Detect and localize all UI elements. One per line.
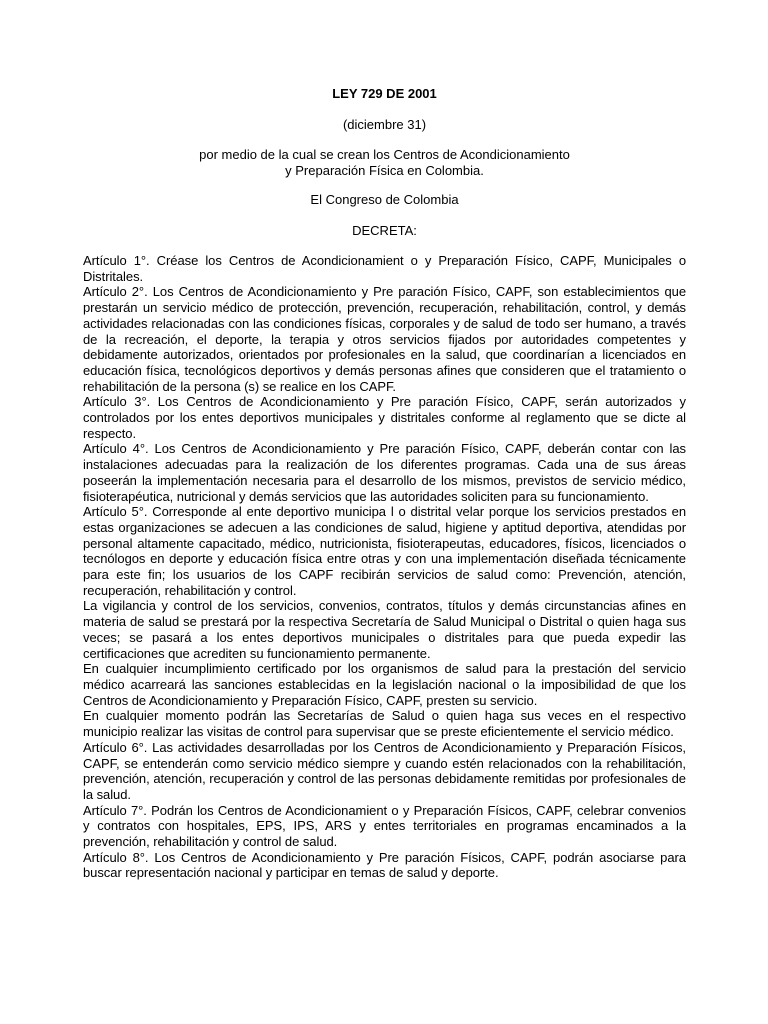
article-1: Artículo 1°. Créase los Centros de Acondicionamient o y Preparación Físico, CAPF, Municipales o Distritales. [83, 253, 686, 284]
article-5: Artículo 5°. Corresponde al ente deportivo municipa l o distrital velar porque los servicios prestados en estas organizaciones se adecuen a las condiciones de salud, higiene y aptitud deportiva, atendidas por personal altamente capacitado, médico, nutricionista, fisioterapeutas, educadores, físicos, licenciados o tecnólogos en deporte y educación física entre otras y con una implementación diseñada técnicamente para este fin; los usuarios de los CAPF recibirán servicios de salud como: Prevención, atención, recuperación, rehabilitación y control. [83, 504, 686, 598]
law-date: (diciembre 31) [342, 117, 427, 132]
article-5-vigilance-paragraph: La vigilancia y control de los servicios, convenios, contratos, títulos y demás circunstancias afines en materia de salud se prestará por la respectiva Secretaría de Salud Municipal o Distrital o quien haga sus veces; se pasará a los entes deportivos municipales o distritales para que pueda expedir las certificaciones que acrediten su funcionamiento permanente. [83, 598, 686, 661]
article-4: Artículo 4°. Los Centros de Acondicionamiento y Pre paración Físico, CAPF, deberán contar con las instalaciones adecuadas para la realización de los diferentes programas. Cada una de sus áreas poseerán la implementación necesaria para el desarrollo de los mismos, previstos de servicio médico, fisioterapéutica, nutricional y demás servicios que las autoridades soliciten para su funcionamiento. [83, 441, 686, 504]
decree-heading: DECRETA: [352, 223, 417, 238]
law-subtitle-line-1: por medio de la cual se crean los Centros de Acondicionamiento [199, 147, 570, 162]
article-8: Artículo 8°. Los Centros de Acondicionamiento y Pre paración Físicos, CAPF, podrán asociarse para buscar representación nacional y participar en temas de salud y deporte. [83, 849, 686, 881]
article-2: Artículo 2°. Los Centros de Acondicionamiento y Pre paración Físico, CAPF, son establecimientos que prestarán un servicio médico de protección, prevención, recuperación, rehabilitación, control, y demás actividades relacionadas con las condiciones físicas, corporales y de salud de todo ser humano, a través de la recreación, el deporte, la terapia y otros servicios fijados por autoridades competentes y debidamente autorizados, orientados por profesionales en la salud, que coordinarían a licenciados en educación física, tecnológicos deportivos y demás personas afines que consideren que el tratamiento o rehabilitación de la persona (s) se realice en los CAPF. [83, 284, 686, 394]
article-5-inspections-paragraph: En cualquier momento podrán las Secretarías de Salud o quien haga sus veces en el respectivo municipio realizar las visitas de control para supervisar que se preste eficientemente el servicio médico. [83, 708, 686, 740]
article-3: Artículo 3°. Los Centros de Acondicionamiento y Pre paración Físico, CAPF, serán autorizados y controlados por los entes deportivos municipales y distritales conforme al reglamento que se dicte al respecto. [83, 394, 686, 441]
law-body [83, 253, 686, 881]
article-6: Artículo 6°. Las actividades desarrolladas por los Centros de Acondicionamiento y Preparación Físicos, CAPF, se entenderán como servicio médico siempre y cuando estén relacionados con la rehabilitación, prevención, atención, recuperación y control de las personas debidamente remitidas por profesionales de la salud. [83, 739, 686, 802]
issuing-body: El Congreso de Colombia [310, 192, 459, 207]
law-subtitle-line-2: y Preparación Física en Colombia. [285, 162, 484, 178]
law-subtitle [83, 147, 686, 178]
article-7: Artículo 7°. Podrán los Centros de Acondicionamient o y Preparación Físicos, CAPF, celebrar convenios y contratos con hospitales, EPS, IPS, ARS y entes territoriales en programas encaminados a la prevención, rehabilitación y control de salud. [83, 802, 686, 850]
law-title: LEY 729 DE 2001 [332, 86, 437, 101]
article-5-sanctions-paragraph: En cualquier incumplimiento certificado por los organismos de salud para la prestación del servicio médico acarreará las sanciones establecidas en la legislación nacional o la imposibilidad de que los Centros de Acondicionamiento y Preparación Físico, CAPF, presten su servicio. [83, 661, 686, 708]
